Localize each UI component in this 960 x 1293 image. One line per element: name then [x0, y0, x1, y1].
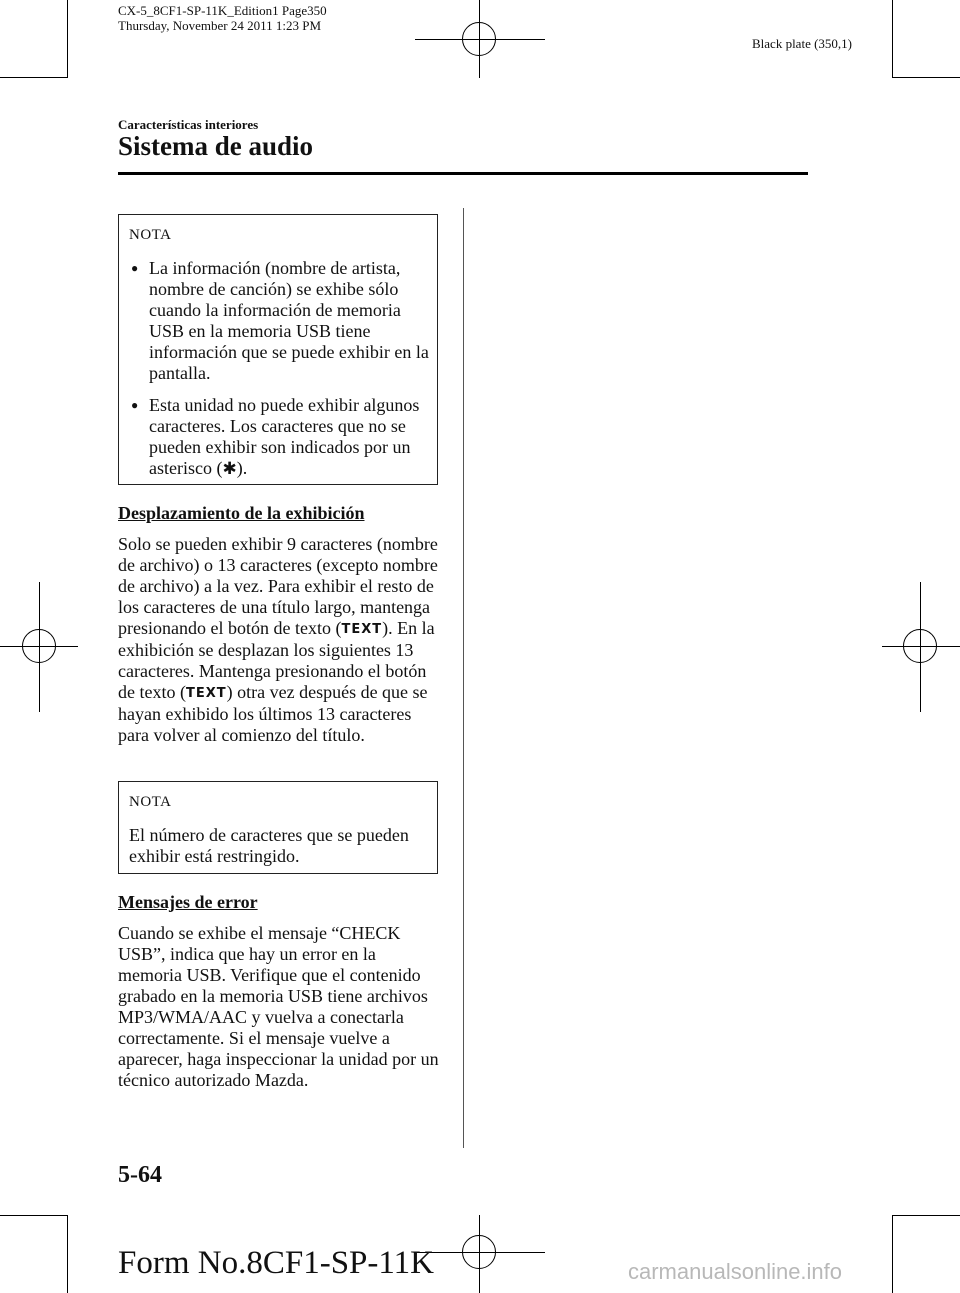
scroll-text-3: ) otra vez después de que se hayan exhibido los últimos 13 caracteres para volver al comienzo del título. — [118, 682, 428, 745]
note-item-text: La información (nombre de artista, nombre de canción) se exhibe sólo cuando la información de memoria USB en la memoria USB tiene información que se puede exhibir en la pantalla. — [149, 258, 429, 383]
print-info — [118, 3, 327, 33]
scroll-paragraph — [118, 534, 443, 746]
print-info-line1: CX-5_8CF1-SP-11K_Edition1 Page350 — [118, 3, 327, 18]
section-label: Características interiores — [118, 117, 259, 132]
note-title: NOTA — [129, 794, 172, 810]
asterisk-icon: ✱ — [222, 459, 237, 479]
page-number: 5-64 — [118, 1162, 162, 1188]
note-list — [119, 258, 437, 480]
column-divider — [463, 208, 464, 1148]
note-box-2 — [118, 781, 438, 874]
note-item — [119, 258, 437, 384]
title-rule — [118, 172, 808, 175]
watermark-link[interactable]: carmanualsonline.info — [628, 1259, 843, 1284]
note-box-1 — [118, 214, 438, 485]
scroll-text-2: ). En la exhibición se desplazan los siguientes 13 caracteres. Mantenga presionando el botón de texto ( — [118, 618, 435, 702]
text-button-icon: TEXT — [341, 622, 383, 637]
note-text: El número de caracteres que se pueden exhibir está restringido. — [129, 825, 409, 866]
text-button-icon: TEXT — [185, 686, 227, 701]
note-item — [119, 395, 437, 480]
bullet-icon: ● — [131, 261, 139, 275]
error-heading: Mensajes de error — [118, 892, 258, 912]
error-paragraph: Cuando se exhibe el mensaje “CHECK USB”, indica que hay un error en la memoria USB. Verifique que el contenido grabado en la memoria USB tiene archivos MP3/WMA/AAC y vuelva a conectarla correctamente. Si el mensaje vuelve a aparecer, haga inspeccionar la unidad por un técnico autorizado Mazda. — [118, 923, 439, 1090]
plate-label: Black plate (350,1) — [752, 36, 852, 51]
form-number: Form No.8CF1-SP-11K — [118, 1245, 434, 1281]
bullet-icon: ● — [131, 398, 139, 412]
scroll-text-1: Solo se pueden exhibir 9 caracteres (nombre de archivo) o 13 caracteres (excepto nombre de archivo) a la vez. Para exhibir el resto de los caracteres de una título largo, mantenga presionando el botón de texto ( — [118, 534, 438, 638]
note-item-text: Esta unidad no puede exhibir algunos caracteres. Los caracteres que no se pueden exhibir son indicados por un asterisco ( — [149, 395, 420, 478]
note-title: NOTA — [129, 227, 172, 243]
note-item-end: ). — [236, 458, 248, 478]
scroll-heading: Desplazamiento de la exhibición — [118, 503, 365, 523]
page-title: Sistema de audio — [118, 131, 314, 161]
print-info-line2: Thursday, November 24 2011 1:23 PM — [118, 18, 322, 33]
